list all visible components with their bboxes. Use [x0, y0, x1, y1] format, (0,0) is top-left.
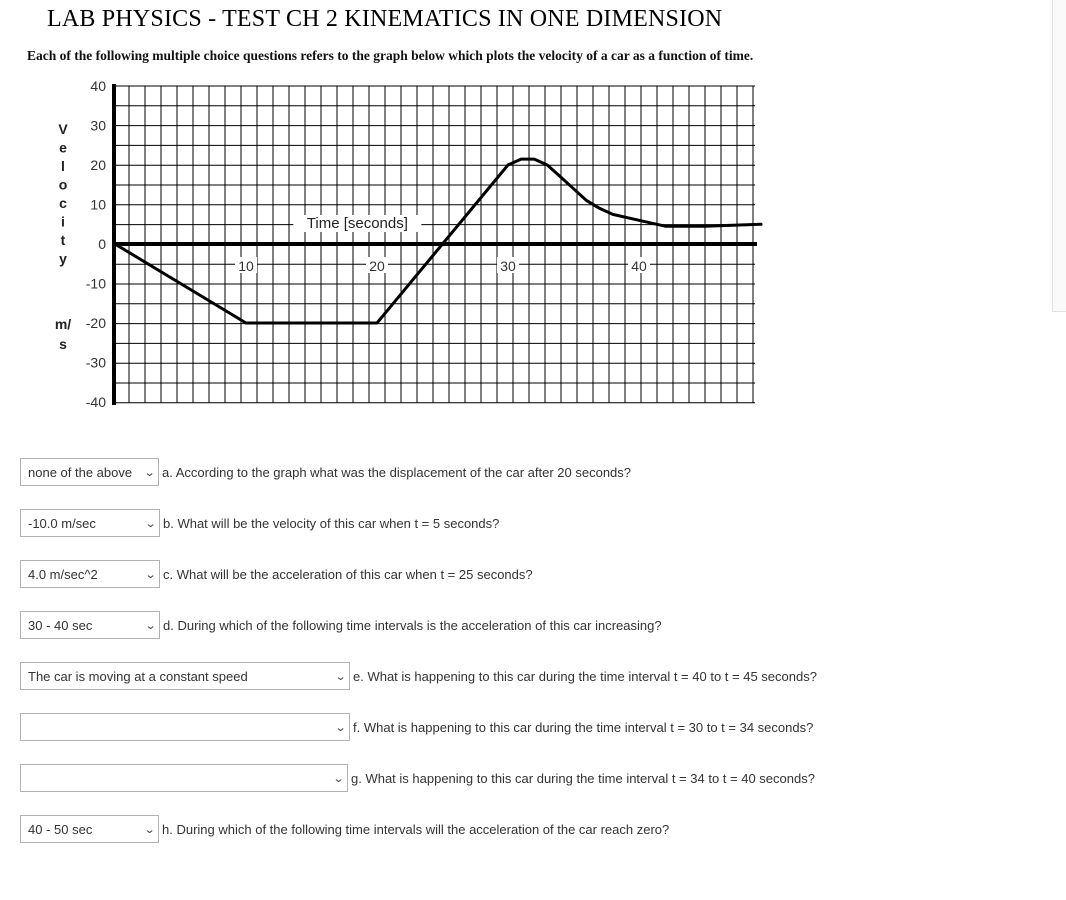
answer-select-f[interactable] [20, 713, 350, 741]
chevron-down-icon: ⌄ [334, 670, 347, 683]
y-axis-label-letter: l [61, 158, 65, 174]
y-axis-label-letter: o [58, 176, 68, 193]
x-tick-label: 40 [631, 258, 647, 274]
question-text: h. During which of the following time intervals will the acceleration of the car reach zero? [162, 821, 670, 837]
question-text: e. What is happening to this car during the time interval t = 40 to t = 45 seconds? [353, 668, 817, 684]
y-tick-label: -20 [85, 315, 106, 331]
answer-select-c[interactable]: 4.0 m/sec^2 ⌄ [20, 560, 160, 588]
y-axis-label-unit: m/ [54, 316, 72, 332]
y-axis-label [55, 121, 71, 352]
answer-select-h[interactable]: 40 - 50 sec ⌄ [20, 815, 159, 843]
question-text: d. During which of the following time intervals is the acceleration of this car increasing? [163, 617, 662, 633]
question-text: b. What will be the velocity of this car when t = 5 seconds? [163, 515, 500, 531]
chevron-down-icon: ⌄ [143, 466, 156, 479]
velocity-time-graph [0, 80, 780, 420]
answer-select-d[interactable]: 30 - 40 sec ⌄ [20, 611, 160, 639]
y-axis-label-letter: t [60, 232, 66, 248]
question-g [20, 764, 815, 792]
question-f [20, 713, 813, 741]
question-text: c. What will be the acceleration of this car when t = 25 seconds? [163, 566, 533, 582]
x-tick-label: 10 [238, 258, 254, 274]
question-b [20, 509, 499, 537]
y-axis-label-letter: V [58, 121, 68, 137]
chevron-down-icon: ⌄ [144, 517, 157, 530]
chevron-down-icon: ⌄ [143, 823, 156, 836]
answer-select-a[interactable]: none of the above ⌄ [20, 458, 159, 486]
x-tick-label: 30 [500, 258, 516, 274]
chart-series [115, 159, 761, 323]
y-tick-label: -30 [85, 354, 106, 371]
answer-select-b[interactable]: -10.0 m/sec ⌄ [20, 509, 160, 537]
question-d [20, 611, 662, 639]
y-tick-label: -40 [85, 394, 106, 410]
question-c [20, 560, 533, 588]
y-tick-label: 20 [90, 157, 106, 173]
y-axis-label-unit: s [59, 336, 67, 352]
chevron-down-icon: ⌄ [144, 568, 157, 581]
y-tick-label: 10 [90, 196, 106, 213]
question-text: a. According to the graph what was the displacement of the car after 20 seconds? [162, 464, 632, 480]
question-a [20, 458, 631, 486]
question-text: g. What is happening to this car during the time interval t = 34 to t = 40 seconds? [351, 770, 815, 786]
answer-select-e[interactable]: The car is moving at a constant speed ⌄ [20, 662, 350, 690]
page-title: LAB PHYSICS - TEST CH 2 KINEMATICS IN ONE DIMENSION [47, 6, 723, 32]
x-ticks [235, 257, 650, 274]
chevron-down-icon: ⌄ [334, 721, 347, 734]
question-e [20, 662, 817, 690]
scrollbar[interactable] [1052, 0, 1066, 312]
y-ticks [86, 80, 106, 410]
answer-select-g[interactable] [20, 764, 348, 792]
question-h [20, 815, 669, 843]
y-axis-label-letter: c [59, 195, 67, 211]
y-axis-label-letter: e [59, 139, 67, 156]
question-text: f. What is happening to this car during the time interval t = 30 to t = 34 seconds? [353, 719, 814, 735]
y-tick-label: 40 [90, 80, 106, 94]
y-axis-label-letter: i [61, 213, 65, 230]
y-tick-label: 0 [98, 236, 106, 252]
velocity-line [115, 159, 761, 323]
y-tick-label: -10 [85, 275, 106, 292]
instructions: Each of the following multiple choice questions refers to the graph below which plots the velocity of a car as a function of time. [27, 48, 754, 63]
chart-axes [113, 84, 757, 405]
chevron-down-icon: ⌄ [332, 772, 345, 785]
x-tick-label: 20 [369, 258, 385, 274]
x-axis-title: Time [seconds] [306, 215, 408, 232]
y-tick-label: 30 [90, 117, 106, 134]
y-axis-label-letter: y [59, 250, 67, 267]
chevron-down-icon: ⌄ [144, 619, 157, 632]
